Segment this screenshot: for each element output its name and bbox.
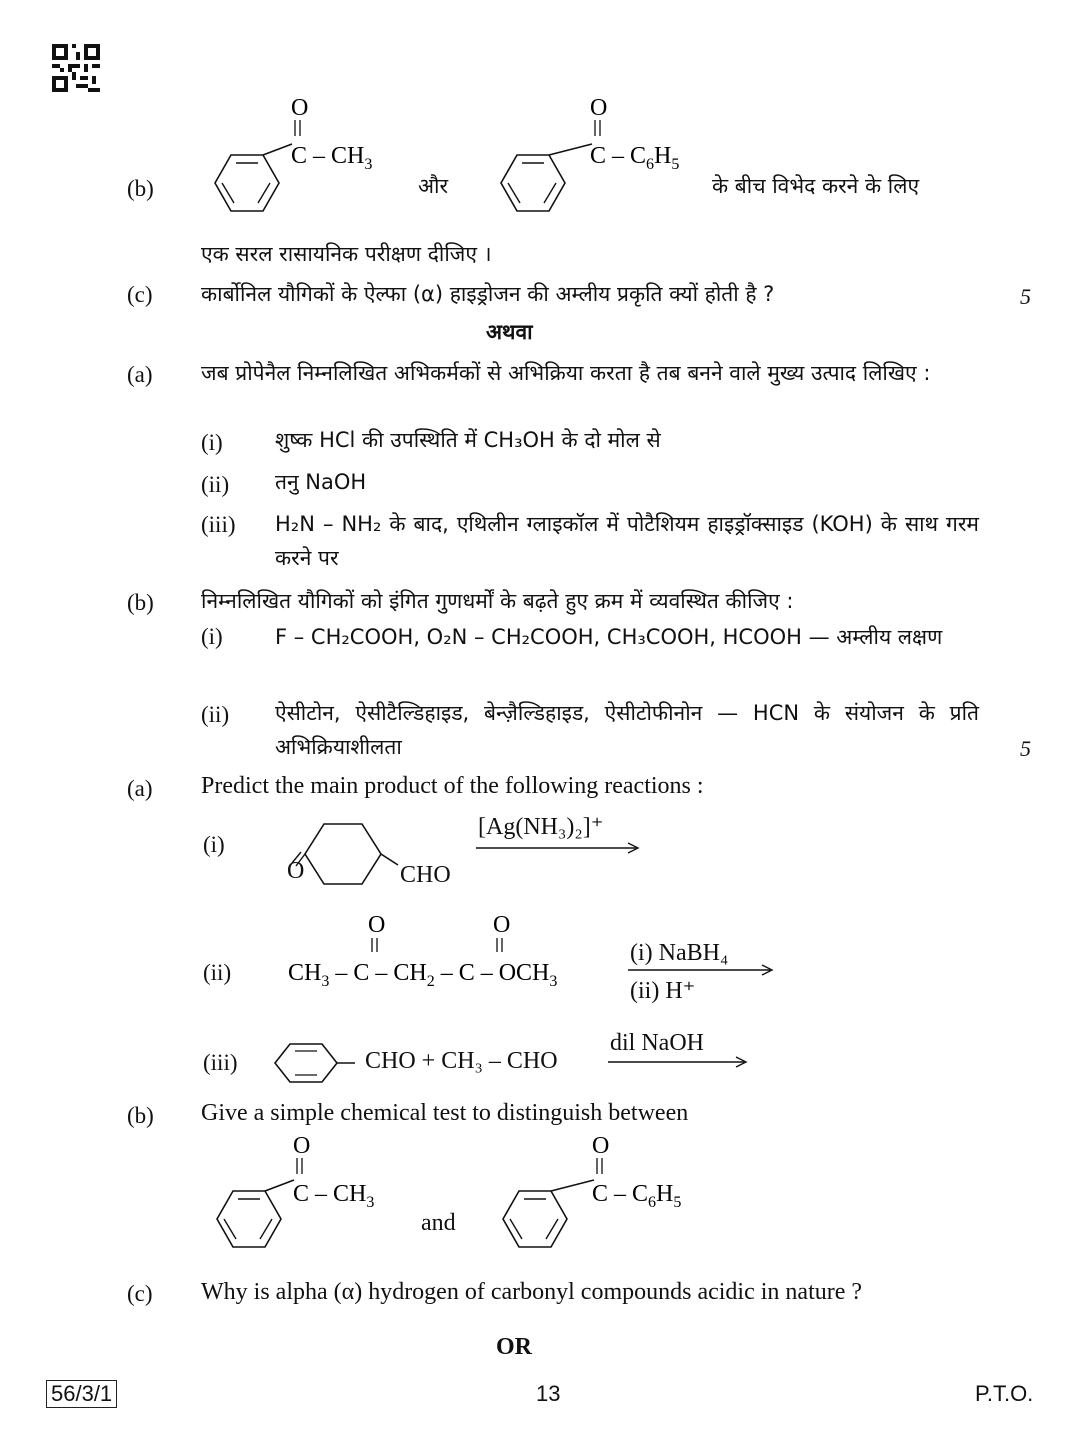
hindi-a-i-label: (i) — [201, 430, 223, 455]
en-a-iii-label: (iii) — [203, 1050, 238, 1075]
svg-text:O: O — [590, 95, 608, 121]
svg-text:C – CH3: C – $CH_3$ — [291, 143, 373, 173]
en-a-text: Predict the main product of the following reactions : — [201, 773, 704, 799]
en-a-ii-label: (ii) — [203, 960, 232, 985]
hindi-b-line2: एक सरल रासायनिक परीक्षण दीजिए । — [201, 242, 492, 266]
hindi-a-ii-text: तनु NaOH — [275, 470, 367, 494]
hindi-c-text: कार्बोनिल यौगिकों के ऐल्फा (α) हाइड्रोजन की अम्लीय प्रकृति क्यों होती है ? — [201, 282, 775, 306]
hindi-a-ii-label: (ii) — [201, 472, 230, 497]
hindi-b2-ii-label: (ii) — [201, 702, 230, 727]
benzophenone-structure — [482, 92, 712, 222]
paper-code: 56/3/1 — [46, 1380, 117, 1408]
hindi-b2-ii-text: ऐसीटोन, ऐसीटैल्डिहाइड, बेन्ज़ैल्डिहाइड, ऐसीटोफीनोन — HCN के संयोजन के प्रति अभिक्रियाशीलता — [275, 701, 979, 759]
reagent-dil-naoh: dil NaOH — [610, 1030, 704, 1056]
hindi-a-i-text: शुष्क HCl की उपस्थिति में CH₃OH के दो मोल से — [275, 428, 661, 452]
hindi-b2-i-text: F – CH₂COOH, O₂N – CH₂COOH, CH₃COOH, HCOOH — अम्लीय लक्षण — [275, 625, 943, 649]
page-number: 13 — [536, 1381, 561, 1406]
svg-text:C – C6H5: C – $C_6H_5$ — [590, 143, 680, 173]
hindi-b-label: (b) — [127, 176, 154, 201]
svg-text:O: O — [291, 95, 309, 121]
ring-oxygen: O — [287, 858, 305, 884]
arrow-2 — [628, 964, 778, 976]
svg-text:O: O — [293, 1133, 311, 1159]
hindi-b2-label: (b) — [127, 590, 154, 615]
benzaldehyde-ring — [275, 1040, 365, 1086]
hindi-a-iii-label: (iii) — [201, 512, 236, 537]
svg-text:O: O — [368, 912, 386, 938]
hindi-b-and: और — [418, 174, 449, 198]
reagent-h-plus: (ii) H⁺ — [630, 978, 696, 1004]
hindi-b2-i-label: (i) — [201, 624, 223, 649]
aldol-formula: CHO + CH₃ – CHO — [365, 1048, 558, 1074]
en-or: OR — [496, 1334, 532, 1360]
hindi-c-label: (c) — [127, 282, 153, 307]
arrow-3 — [608, 1056, 753, 1068]
hindi-b-tail: के बीच विभेद करने के लिए — [712, 174, 920, 198]
hindi-or: अथवा — [486, 320, 533, 344]
en-c-text: Why is alpha (α) hydrogen of carbonyl compounds acidic in nature ? — [201, 1279, 863, 1305]
marks-1: 5 — [1020, 284, 1031, 309]
svg-text:O: O — [592, 1133, 610, 1159]
svg-text:C – CH3: C – $CH_3$ — [293, 1181, 375, 1211]
qr-code — [52, 44, 100, 92]
en-a-label: (a) — [127, 776, 153, 801]
acetophenone-structure — [196, 92, 406, 222]
reagent-nabh4: (i) NaBH₄ — [630, 940, 729, 966]
acetophenone-structure-en — [198, 1128, 408, 1258]
en-b-label: (b) — [127, 1103, 154, 1128]
en-c-label: (c) — [127, 1281, 153, 1306]
en-a-i-label: (i) — [203, 832, 225, 857]
reagent-tollens: [Ag(NH₃)₂]⁺ — [478, 814, 604, 840]
benzophenone-structure-en — [484, 1128, 714, 1258]
svg-text:O: O — [493, 912, 511, 938]
arrow-1 — [476, 842, 644, 854]
en-b-text: Give a simple chemical test to distinguish between — [201, 1100, 689, 1126]
svg-text:C – C6H5: C – $C_6H_5$ — [592, 1181, 682, 1211]
en-b-and: and — [421, 1210, 456, 1236]
methyl-acetoacetate-structure — [288, 908, 618, 988]
svg-text:CH3 – C – CH2 – C – OCH3: $CH_3$ – C – $CH_2$ – C – $OCH_3$ — [288, 960, 558, 990]
pto-label: P.T.O. — [975, 1381, 1034, 1406]
marks-2: 5 — [1020, 736, 1031, 761]
hindi-a-text: जब प्रोपेनैल निम्नलिखित अभिकर्मकों से अभिक्रिया करता है तब बनने वाले मुख्य उत्पाद लिखिए : — [201, 361, 931, 385]
cho-group: CHO — [400, 862, 451, 888]
hindi-b2-text: निम्नलिखित यौगिकों को इंगित गुणधर्मों के बढ़ते हुए क्रम में व्यवस्थित कीजिए : — [201, 589, 794, 613]
hindi-a-label: (a) — [127, 362, 153, 387]
hindi-a-iii-text: H₂N – NH₂ के बाद, एथिलीन ग्लाइकॉल में पोटैशियम हाइड्रॉक्साइड (KOH) के साथ गरम करने पर — [275, 512, 979, 570]
